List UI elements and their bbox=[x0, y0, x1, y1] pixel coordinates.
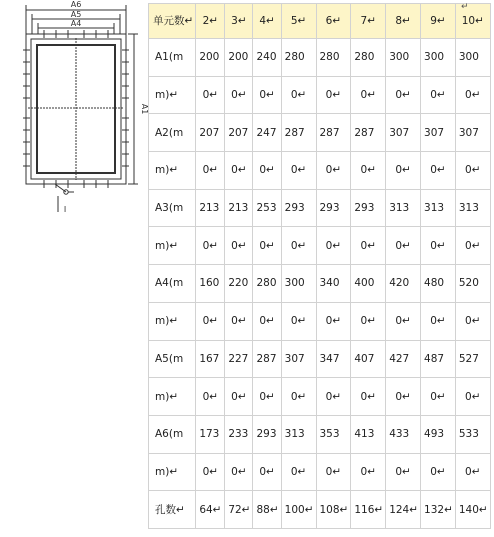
decimal-cell: 0↵ bbox=[386, 227, 421, 265]
decimal-cell: 0↵ bbox=[421, 302, 456, 340]
row-label: A1(m bbox=[149, 39, 196, 77]
value-cell: 160 bbox=[196, 265, 225, 303]
header-cell: 7↵ bbox=[351, 4, 386, 39]
value-cell: 353 bbox=[316, 415, 351, 453]
header-row bbox=[149, 4, 491, 39]
row-label-unit: m)↵ bbox=[149, 378, 196, 416]
decimal-cell: 0↵ bbox=[316, 227, 351, 265]
decimal-cell: 0↵ bbox=[421, 378, 456, 416]
decimal-cell: 0↵ bbox=[196, 76, 225, 114]
hole-count-cell: 64↵ bbox=[196, 491, 225, 529]
hole-count-cell: 72↵ bbox=[225, 491, 253, 529]
decimal-cell: 0↵ bbox=[281, 378, 316, 416]
value-cell: 300 bbox=[386, 39, 421, 77]
decimal-cell: 0↵ bbox=[196, 302, 225, 340]
spec-table bbox=[148, 3, 491, 529]
table-row bbox=[149, 340, 491, 378]
row-label-unit: m)↵ bbox=[149, 302, 196, 340]
decimal-cell: 0↵ bbox=[281, 453, 316, 491]
decimal-cell: 0↵ bbox=[225, 76, 253, 114]
table-row bbox=[149, 189, 491, 227]
decimal-cell: 0↵ bbox=[455, 227, 490, 265]
value-cell: 313 bbox=[281, 415, 316, 453]
decimal-cell: 0↵ bbox=[316, 302, 351, 340]
header-cell: 3↵ bbox=[225, 4, 253, 39]
value-cell: 287 bbox=[281, 114, 316, 152]
hole-count-cell: 132↵ bbox=[421, 491, 456, 529]
decimal-cell: 0↵ bbox=[253, 302, 281, 340]
value-cell: 307 bbox=[455, 114, 490, 152]
row-label-unit: m)↵ bbox=[149, 453, 196, 491]
decimal-cell: 0↵ bbox=[253, 378, 281, 416]
decimal-cell: 0↵ bbox=[253, 453, 281, 491]
decimal-cell: 0↵ bbox=[351, 302, 386, 340]
decimal-cell: 0↵ bbox=[225, 378, 253, 416]
value-cell: 307 bbox=[386, 114, 421, 152]
label-a4: A4 bbox=[70, 19, 82, 28]
value-cell: 347 bbox=[316, 340, 351, 378]
value-cell: 287 bbox=[253, 340, 281, 378]
header-cell: 10↵ bbox=[455, 4, 490, 39]
table-row bbox=[149, 453, 491, 491]
decimal-cell: 0↵ bbox=[455, 76, 490, 114]
value-cell: 407 bbox=[351, 340, 386, 378]
decimal-cell: 0↵ bbox=[351, 378, 386, 416]
decimal-cell: 0↵ bbox=[386, 453, 421, 491]
value-cell: 287 bbox=[351, 114, 386, 152]
value-cell: 527 bbox=[455, 340, 490, 378]
value-cell: 287 bbox=[316, 114, 351, 152]
value-cell: 213 bbox=[196, 189, 225, 227]
table-row bbox=[149, 39, 491, 77]
value-cell: 300 bbox=[455, 39, 490, 77]
decimal-cell: 0↵ bbox=[351, 152, 386, 190]
header-cell: 5↵ bbox=[281, 4, 316, 39]
footer-row bbox=[149, 491, 491, 529]
value-cell: 227 bbox=[225, 340, 253, 378]
row-label-unit: m)↵ bbox=[149, 76, 196, 114]
value-cell: 307 bbox=[281, 340, 316, 378]
header-label: 单元数↵ bbox=[149, 4, 196, 39]
decimal-cell: 0↵ bbox=[316, 152, 351, 190]
header-cell: 8↵ bbox=[386, 4, 421, 39]
label-a6: A6 bbox=[70, 0, 82, 9]
value-cell: 200 bbox=[196, 39, 225, 77]
value-cell: 207 bbox=[196, 114, 225, 152]
decimal-cell: 0↵ bbox=[253, 76, 281, 114]
decimal-cell: 0↵ bbox=[386, 378, 421, 416]
value-cell: 533 bbox=[455, 415, 490, 453]
paragraph-mark: ↵ bbox=[461, 2, 469, 12]
value-cell: 280 bbox=[316, 39, 351, 77]
decimal-cell: 0↵ bbox=[386, 302, 421, 340]
decimal-cell: 0↵ bbox=[351, 453, 386, 491]
value-cell: 247 bbox=[253, 114, 281, 152]
value-cell: 480 bbox=[421, 265, 456, 303]
decimal-cell: 0↵ bbox=[316, 378, 351, 416]
decimal-cell: 0↵ bbox=[421, 453, 456, 491]
hole-count-cell: 88↵ bbox=[253, 491, 281, 529]
table-row bbox=[149, 76, 491, 114]
decimal-cell: 0↵ bbox=[196, 453, 225, 491]
value-cell: 433 bbox=[386, 415, 421, 453]
value-cell: 220 bbox=[225, 265, 253, 303]
value-cell: 313 bbox=[386, 189, 421, 227]
value-cell: 313 bbox=[455, 189, 490, 227]
hole-count-cell: 100↵ bbox=[281, 491, 316, 529]
row-label: A2(m bbox=[149, 114, 196, 152]
value-cell: 487 bbox=[421, 340, 456, 378]
decimal-cell: 0↵ bbox=[281, 227, 316, 265]
decimal-cell: 0↵ bbox=[196, 152, 225, 190]
value-cell: 200 bbox=[225, 39, 253, 77]
label-a5: A5 bbox=[70, 10, 82, 19]
decimal-cell: 0↵ bbox=[455, 152, 490, 190]
decimal-cell: 0↵ bbox=[455, 378, 490, 416]
decimal-cell: 0↵ bbox=[421, 76, 456, 114]
value-cell: 280 bbox=[281, 39, 316, 77]
decimal-cell: 0↵ bbox=[253, 152, 281, 190]
value-cell: 300 bbox=[421, 39, 456, 77]
value-cell: 400 bbox=[351, 265, 386, 303]
row-label: A3(m bbox=[149, 189, 196, 227]
label-a1: A1 bbox=[140, 103, 149, 115]
decimal-cell: 0↵ bbox=[386, 76, 421, 114]
decimal-cell: 0↵ bbox=[455, 302, 490, 340]
decimal-cell: 0↵ bbox=[196, 227, 225, 265]
value-cell: 173 bbox=[196, 415, 225, 453]
hole-count-cell: 140↵ bbox=[455, 491, 490, 529]
value-cell: 420 bbox=[386, 265, 421, 303]
value-cell: 233 bbox=[225, 415, 253, 453]
table-row bbox=[149, 152, 491, 190]
value-cell: 280 bbox=[253, 265, 281, 303]
hole-count-cell: 116↵ bbox=[351, 491, 386, 529]
table-row bbox=[149, 302, 491, 340]
decimal-cell: 0↵ bbox=[455, 453, 490, 491]
value-cell: 313 bbox=[421, 189, 456, 227]
value-cell: 413 bbox=[351, 415, 386, 453]
header-cell: 2↵ bbox=[196, 4, 225, 39]
section-marker: I bbox=[63, 205, 67, 214]
table-row bbox=[149, 415, 491, 453]
table-row bbox=[149, 378, 491, 416]
value-cell: 427 bbox=[386, 340, 421, 378]
value-cell: 340 bbox=[316, 265, 351, 303]
value-cell: 300 bbox=[281, 265, 316, 303]
value-cell: 167 bbox=[196, 340, 225, 378]
decimal-cell: 0↵ bbox=[225, 302, 253, 340]
row-label-unit: m)↵ bbox=[149, 152, 196, 190]
value-cell: 493 bbox=[421, 415, 456, 453]
header-cell: 9↵ bbox=[421, 4, 456, 39]
row-label: A5(m bbox=[149, 340, 196, 378]
decimal-cell: 0↵ bbox=[253, 227, 281, 265]
decimal-cell: 0↵ bbox=[351, 76, 386, 114]
decimal-cell: 0↵ bbox=[281, 302, 316, 340]
value-cell: 293 bbox=[253, 415, 281, 453]
value-cell: 293 bbox=[281, 189, 316, 227]
table-row bbox=[149, 227, 491, 265]
row-label: A4(m bbox=[149, 265, 196, 303]
row-label: A6(m bbox=[149, 415, 196, 453]
row-label-unit: m)↵ bbox=[149, 227, 196, 265]
value-cell: 307 bbox=[421, 114, 456, 152]
hole-count-cell: 124↵ bbox=[386, 491, 421, 529]
value-cell: 253 bbox=[253, 189, 281, 227]
decimal-cell: 0↵ bbox=[421, 152, 456, 190]
decimal-cell: 0↵ bbox=[225, 227, 253, 265]
decimal-cell: 0↵ bbox=[281, 76, 316, 114]
dimension-diagram bbox=[10, 0, 149, 218]
decimal-cell: 0↵ bbox=[351, 227, 386, 265]
decimal-cell: 0↵ bbox=[316, 453, 351, 491]
decimal-cell: 0↵ bbox=[421, 227, 456, 265]
value-cell: 213 bbox=[225, 189, 253, 227]
value-cell: 293 bbox=[351, 189, 386, 227]
value-cell: 207 bbox=[225, 114, 253, 152]
header-cell: 6↵ bbox=[316, 4, 351, 39]
value-cell: 280 bbox=[351, 39, 386, 77]
header-cell: 4↵ bbox=[253, 4, 281, 39]
value-cell: 240 bbox=[253, 39, 281, 77]
decimal-cell: 0↵ bbox=[316, 76, 351, 114]
decimal-cell: 0↵ bbox=[225, 152, 253, 190]
decimal-cell: 0↵ bbox=[281, 152, 316, 190]
value-cell: 520 bbox=[455, 265, 490, 303]
table-row bbox=[149, 265, 491, 303]
footer-label: 孔数↵ bbox=[149, 491, 196, 529]
table-row bbox=[149, 114, 491, 152]
value-cell: 293 bbox=[316, 189, 351, 227]
decimal-cell: 0↵ bbox=[196, 378, 225, 416]
decimal-cell: 0↵ bbox=[386, 152, 421, 190]
decimal-cell: 0↵ bbox=[225, 453, 253, 491]
hole-count-cell: 108↵ bbox=[316, 491, 351, 529]
